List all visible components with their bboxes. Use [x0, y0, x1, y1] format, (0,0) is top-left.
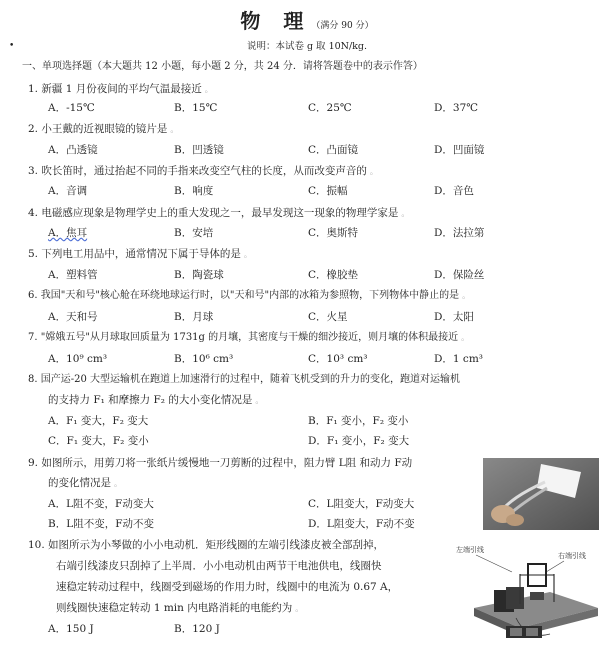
q8-option-c[interactable]: C．F₁ 变大，F₂ 变小: [48, 435, 149, 447]
q9-option-c[interactable]: C．L阻变大，F动变大: [308, 498, 415, 510]
question-8-stem: 8. 国产运-20 大型运输机在跑道上加速滑行的过程中，随着飞机受到的升力的变化，跑道对运输机: [28, 374, 461, 385]
q10-option-b[interactable]: B．120 J: [174, 623, 220, 635]
q8-option-b[interactable]: B．F₁ 变小，F₂ 变小: [308, 415, 409, 427]
q6-option-d[interactable]: D．太阳: [434, 311, 474, 323]
question-1-options: [48, 101, 608, 117]
q5-option-d[interactable]: D．保险丝: [434, 269, 485, 281]
title-score: （满分 90 分）: [311, 21, 374, 31]
paper-title: [0, 8, 614, 35]
q5-option-a[interactable]: A．塑料管: [48, 269, 98, 281]
question-10-line-4: 则线圈快速稳定转动 1 min 内电路消耗的电能约为 。: [56, 602, 304, 614]
q4-option-b[interactable]: B．安培: [174, 227, 214, 239]
q9-option-d[interactable]: D．L阻变大，F动不变: [308, 518, 415, 530]
question-2-options: [48, 143, 608, 159]
q1-option-c[interactable]: C．25℃: [308, 102, 352, 114]
q3-option-b[interactable]: B．响度: [174, 185, 214, 197]
q9-option-b[interactable]: B．L阻不变，F动不变: [48, 518, 154, 530]
q3-option-a[interactable]: A．音调: [48, 185, 88, 197]
question-3-stem: 3. 吹长笛时，通过抬起不同的手指来改变空气柱的长度，从而改变声音的 。: [28, 165, 378, 177]
q2-option-d[interactable]: D．凹面镜: [434, 144, 485, 156]
magnet-icon: [530, 592, 544, 600]
q6-option-c[interactable]: C．火星: [308, 311, 348, 323]
question-4-stem: 4. 电磁感应现象是物理学史上的重大发现之一，最早发现这一现象的物理学家是 。: [28, 207, 410, 219]
question-5-options: [48, 268, 608, 284]
question-8-options-row2: [48, 434, 608, 450]
q7-option-d[interactable]: D．1 cm³: [434, 353, 483, 365]
question-9-stem: 9. 如图所示，用剪刀将一张纸片缓慢地一刀剪断的过程中，阻力臂 L阻 和动力 F动: [28, 457, 413, 469]
question-5-stem: 5. 下列电工用品中，通常情况下属于导体的是 。: [28, 248, 252, 260]
q8-option-d[interactable]: D．F₁ 变小，F₂ 变大: [308, 435, 410, 447]
q5-option-c[interactable]: C．橡胶垫: [308, 269, 359, 281]
q4-option-c[interactable]: C．奥斯特: [308, 227, 359, 239]
right-lead-label: 右端引线: [558, 552, 586, 560]
question-10-line-2: 右端引线漆皮只刮掉了上半周．小小电动机由两节干电池供电，线圈快: [56, 560, 382, 572]
q4-option-a[interactable]: A．焦耳: [48, 227, 88, 239]
bullet-mark: •: [9, 41, 15, 51]
question-9-stem-cont: 的变化情况是 。: [48, 477, 122, 489]
question-2-stem: 2. 小王戴的近视眼镜的镜片是 。: [28, 123, 179, 135]
exam-note: 说明：本试卷 g 取 10N/kg.: [246, 41, 368, 52]
scissors-figure: [483, 458, 599, 530]
q4-option-d[interactable]: D．法拉第: [434, 227, 485, 239]
q2-option-a[interactable]: A．凸透镜: [48, 144, 98, 156]
question-4-options: [48, 226, 608, 242]
q6-option-a[interactable]: A．天和号: [48, 311, 98, 323]
q1-option-b[interactable]: B．15℃: [174, 102, 218, 114]
question-3-options: [48, 184, 608, 200]
q2-option-c[interactable]: C．凸面镜: [308, 144, 359, 156]
q9-option-a[interactable]: A．L阻不变，F动变大: [48, 498, 154, 510]
q5-option-b[interactable]: B．陶瓷球: [174, 269, 224, 281]
question-8-options-row1: [48, 414, 608, 430]
q6-option-b[interactable]: B．月球: [174, 311, 214, 323]
q7-option-b[interactable]: B．10⁶ cm³: [174, 353, 234, 365]
left-lead-label: 左端引线: [456, 546, 484, 554]
motor-figure: [454, 538, 604, 642]
question-6-options: [48, 310, 608, 326]
q2-option-b[interactable]: B．凹透镜: [174, 144, 224, 156]
q1-option-d[interactable]: D．37℃: [434, 102, 479, 114]
section-heading: 一、单项选择题（本大题共 12 小题，每小题 2 分，共 24 分．请将答题卷中的表示作答）: [22, 61, 423, 72]
question-10-line-3: 速稳定转动过程中，线圈受到磁场的作用力时，线圈中的电流为 0.67 A，: [56, 581, 399, 593]
question-7-options: [48, 352, 608, 368]
question-6-stem: 6. 我国"天和号"核心舱在环绕地球运行时，以"天和号"内部的冰箱为参照物，下列物体中静止的是 。: [28, 290, 471, 301]
title-main: 物 理: [240, 9, 312, 33]
question-8-stem-cont: 的支持力 F₁ 和摩擦力 F₂ 的大小变化情况是 。: [48, 394, 264, 406]
q1-option-a[interactable]: A．-15℃: [48, 102, 95, 114]
question-7-stem: 7. "嫦娥五号"从月球取回质量为 1731g 的月壤，其密度与干燥的细沙接近，则月壤的体积最接近 。: [28, 332, 470, 343]
question-1-stem: 1. 新疆 1 月份夜间的平均气温最接近 。: [28, 83, 213, 95]
question-10-stem: 10. 如图所示为小琴做的小小电动机．矩形线圈的左端引线漆皮被全部刮掉，: [28, 539, 385, 551]
q10-option-a[interactable]: A．150 J: [48, 623, 94, 635]
q3-option-c[interactable]: C．振幅: [308, 185, 348, 197]
q8-option-a[interactable]: A．F₁ 变大，F₂ 变大: [48, 415, 149, 427]
q7-option-a[interactable]: A．10⁹ cm³: [48, 353, 108, 365]
q3-option-d[interactable]: D．音色: [434, 185, 474, 197]
q7-option-c[interactable]: C．10³ cm³: [308, 353, 368, 365]
